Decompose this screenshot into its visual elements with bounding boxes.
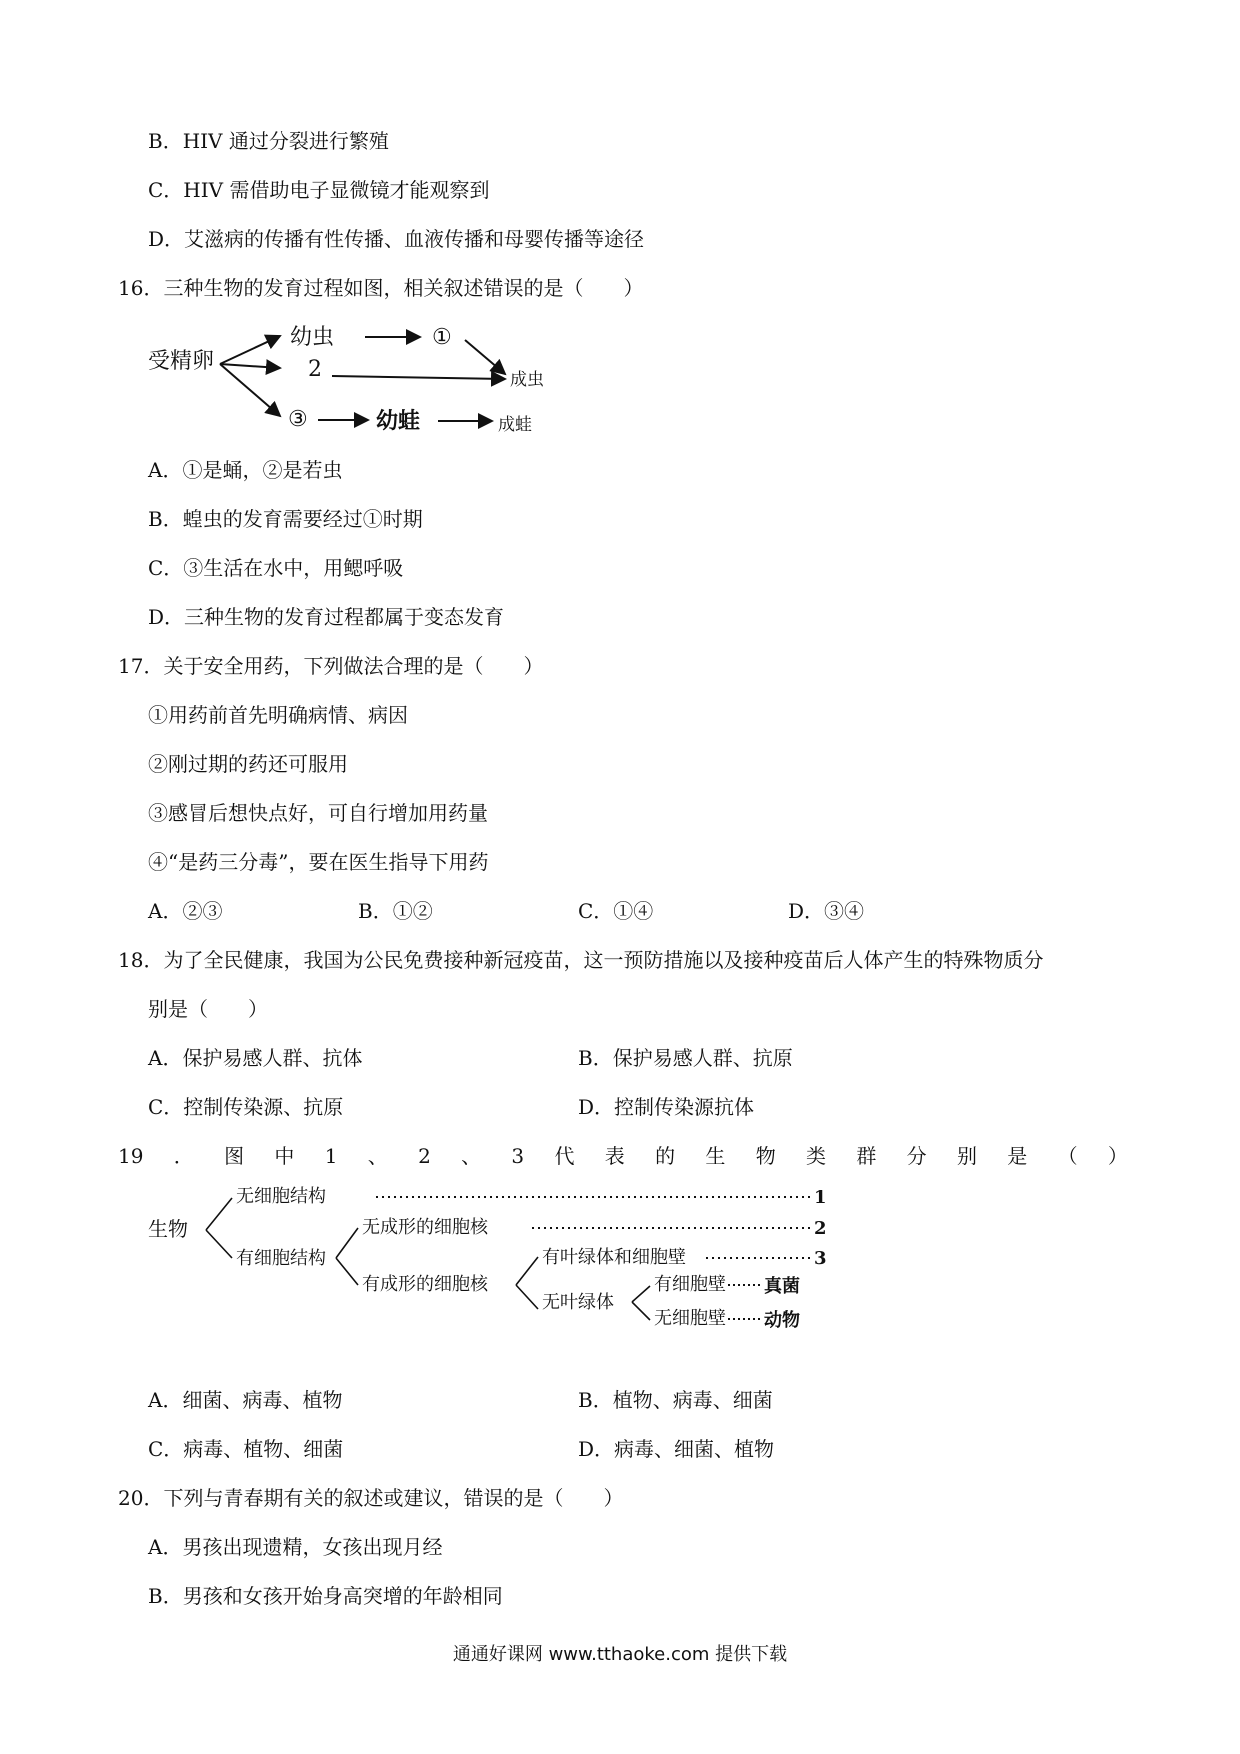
q19-token: （ — [1057, 1144, 1078, 1168]
q16-stage3-label: ③ — [288, 407, 308, 432]
q19-token: 别 — [956, 1144, 977, 1168]
q19-token: 类 — [806, 1144, 827, 1168]
q16-adult-frog-label: 成蛙 — [498, 415, 532, 435]
q16-development-diagram — [140, 320, 580, 445]
q19-token: 、 — [367, 1144, 388, 1168]
q16-root-label: 受精卵 — [148, 349, 215, 374]
q16-option-c: C．③生活在水中，用鳃呼吸 — [148, 556, 404, 580]
q15-option-b: B．HIV 通过分裂进行繁殖 — [148, 129, 389, 153]
q19-fungi-label: 真菌 — [764, 1276, 800, 1297]
q19-token: 是 — [1007, 1144, 1028, 1168]
q19-label-1: 1 — [814, 1187, 827, 1208]
q18-option-c: C．控制传染源、抗原 — [148, 1095, 344, 1119]
q17-option-b: B．①② — [358, 899, 433, 923]
q19-token: ） — [1107, 1144, 1128, 1168]
q20-question: 20．下列与青春期有关的叙述或建议，错误的是（ ） — [118, 1486, 624, 1510]
q18-option-a: A．保护易感人群、抗体 — [148, 1046, 363, 1070]
q19-animal-label: 动物 — [764, 1310, 800, 1331]
q19-option-d: D．病毒、细菌、植物 — [578, 1437, 775, 1461]
q19-token: 表 — [604, 1144, 625, 1168]
q19-token: 3 — [511, 1144, 525, 1168]
q16-option-a: A．①是蛹，②是若虫 — [148, 458, 343, 482]
q18-option-b: B．保护易感人群、抗原 — [578, 1046, 793, 1070]
q19-token: 的 — [655, 1144, 676, 1168]
q16-adult-insect-label: 成虫 — [510, 370, 544, 390]
q19-token: 物 — [755, 1144, 776, 1168]
q19-option-a: A．细菌、病毒、植物 — [148, 1388, 343, 1412]
q19-has-nucleus-label: 有成形的细胞核 — [362, 1274, 488, 1295]
q19-token: 、 — [461, 1144, 482, 1168]
q19-question — [118, 1142, 1128, 1170]
q17-item-1: ①用药前首先明确病情、病因 — [148, 703, 408, 727]
q20-option-a: A．男孩出现遗精，女孩出现月经 — [148, 1535, 443, 1559]
q19-token: 生 — [705, 1144, 726, 1168]
q16-option-d: D．三种生物的发育过程都属于变态发育 — [148, 605, 505, 629]
q19-has-cell-label: 有细胞结构 — [236, 1248, 326, 1269]
q16-option-b: B．蝗虫的发育需要经过①时期 — [148, 507, 423, 531]
q19-classification-diagram — [140, 1178, 840, 1338]
q19-label-3: 3 — [814, 1248, 827, 1269]
q17-option-c: C．①④ — [578, 899, 654, 923]
q19-token: 19 — [118, 1144, 144, 1168]
q19-no-chloroplast-label: 无叶绿体 — [542, 1292, 614, 1313]
q19-token: 代 — [554, 1144, 575, 1168]
q17-option-d: D．③④ — [788, 899, 865, 923]
q19-token: ． — [173, 1144, 194, 1168]
q19-token: 图 — [224, 1144, 245, 1168]
q18-option-d: D．控制传染源抗体 — [578, 1095, 755, 1119]
q19-option-b: B．植物、病毒、细菌 — [578, 1388, 773, 1412]
q19-token: 2 — [418, 1144, 431, 1168]
q17-item-2: ②刚过期的药还可服用 — [148, 752, 348, 776]
q19-token: 1 — [324, 1144, 338, 1168]
q15-option-d: D．艾滋病的传播有性传播、血液传播和母婴传播等途径 — [148, 227, 645, 251]
q16-stage1-label: ① — [432, 325, 452, 350]
q18-question-line2: 别是（ ） — [148, 997, 268, 1021]
q16-tadpole-label: 幼蛙 — [376, 408, 421, 434]
q17-question: 17．关于安全用药，下列做法合理的是（ ） — [118, 654, 544, 678]
q17-option-a: A．②③ — [148, 899, 223, 923]
q17-item-4: ④“是药三分毒”，要在医生指导下用药 — [148, 850, 489, 874]
q17-item-3: ③感冒后想快点好，可自行增加用药量 — [148, 801, 488, 825]
q19-token: 分 — [906, 1144, 927, 1168]
q19-option-c: C．病毒、植物、细菌 — [148, 1437, 344, 1461]
q19-token: 中 — [274, 1144, 295, 1168]
q19-has-wall-label: 有细胞壁 — [654, 1274, 726, 1295]
q19-root-label: 生物 — [148, 1217, 188, 1241]
q16-larva-label: 幼虫 — [290, 325, 335, 350]
q20-option-b: B．男孩和女孩开始身高突增的年龄相同 — [148, 1584, 503, 1608]
q16-stage2-label: 2 — [308, 357, 322, 382]
q18-question-line1: 18．为了全民健康，我国为公民免费接种新冠疫苗，这一预防措施以及接种疫苗后人体产生的特殊物质分 — [118, 948, 1044, 972]
q16-question: 16．三种生物的发育过程如图，相关叙述错误的是（ ） — [118, 276, 644, 300]
q19-no-cell-label: 无细胞结构 — [236, 1186, 326, 1207]
q19-chloroplast-label: 有叶绿体和细胞壁 — [542, 1247, 686, 1268]
q19-no-wall-label: 无细胞壁 — [654, 1308, 726, 1329]
q19-no-nucleus-label: 无成形的细胞核 — [362, 1217, 488, 1238]
page-footer: 通通好课网 www.tthaoke.com 提供下载 — [452, 1644, 788, 1665]
q19-token: 群 — [856, 1144, 877, 1168]
q19-label-2: 2 — [814, 1218, 827, 1239]
q15-option-c: C．HIV 需借助电子显微镜才能观察到 — [148, 178, 490, 202]
